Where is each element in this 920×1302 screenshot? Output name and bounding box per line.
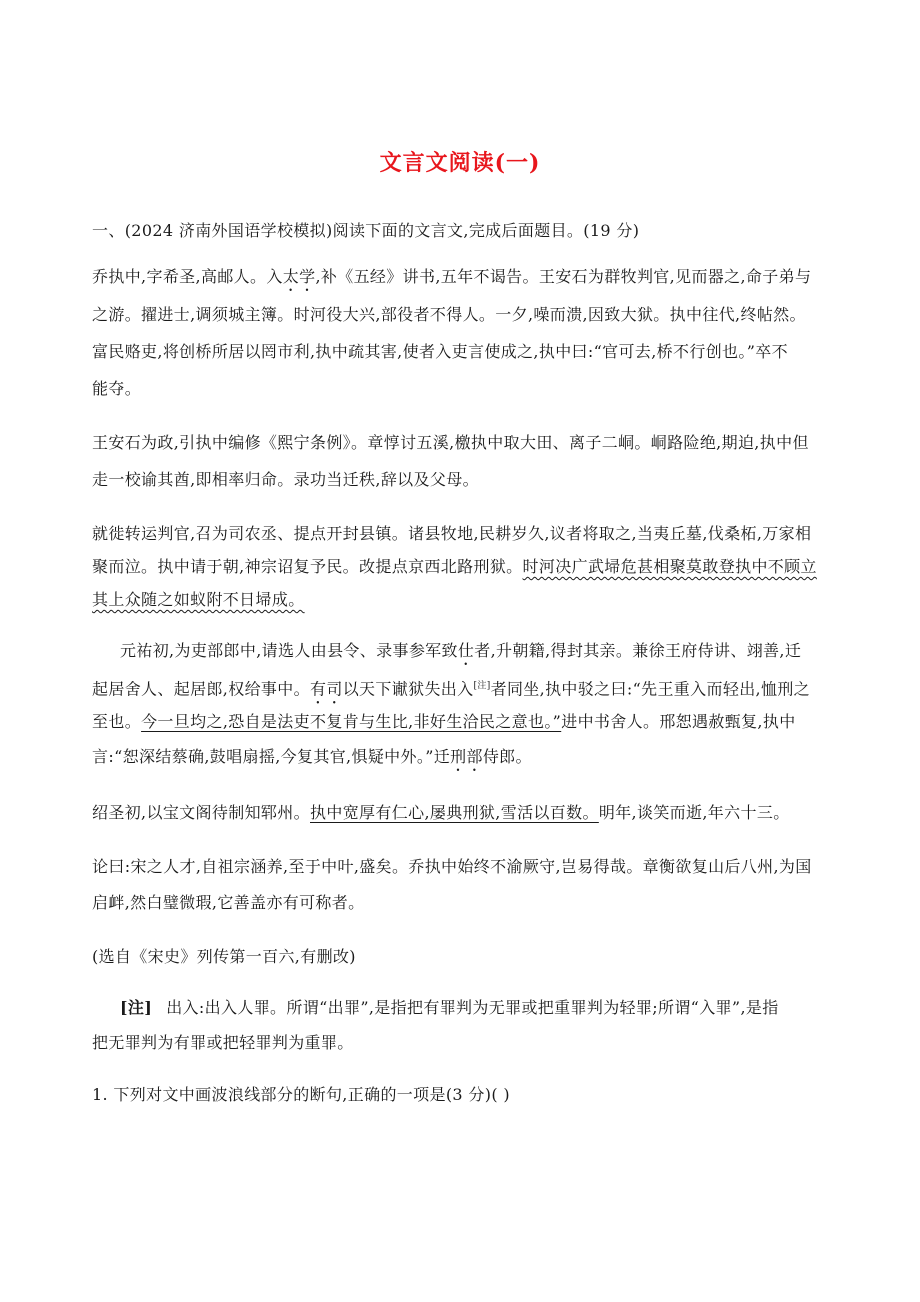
wavy-underlined-passage: 其上众随之如蚁附不日埽成。 — [92, 590, 305, 609]
p4-line-2 — [92, 675, 810, 707]
question-intro: 一、(2024 济南外国语学校模拟)阅读下面的文言文,完成后面题目。(19 分) — [92, 221, 640, 240]
p6-line-1: 论曰:宋之人才,自祖宗涵养,至于中叶,盛矣。乔执中始终不渝厥守,岂易得哉。章衡欲复山后八州,为国 — [92, 857, 812, 876]
text-span: ,补《五经》讲书,五年不谒告。王安石为群牧判官,见而器之,命子弟与 — [315, 267, 812, 286]
p3-line-1: 就徙转运判官,召为司农丞、提点开封县镇。诸县牧地,民耕岁久,议者将取之,当夷丘墓,伐桑柘,万家相 — [92, 524, 812, 543]
text-span: 聚而泣。执中请于朝,神宗诏复予民。改提点京西北路刑狱。 — [92, 557, 523, 576]
p4-line-3 — [92, 711, 796, 733]
text-span: 者同坐,执中驳之曰:“先王重入而轻出,恤刑之 — [490, 679, 811, 699]
p2-line-1: 王安石为政,引执中编修《熙宁条例》。章惇讨五溪,檄执中取大田、离子二峒。峒路险绝,期迫,执中但 — [92, 433, 809, 452]
text-span: 元祐初,为吏部郎中,请选人由县令、录事参军致 — [120, 641, 458, 660]
note-line-1 — [120, 997, 779, 1019]
emphasized-word: 有司 — [310, 679, 343, 699]
text-span: 言:“恕深结蔡确,鼓唱扇摇,今复其官,惧疑中外。”迁 — [92, 747, 451, 766]
text-span: 以天下谳狱失出入 — [342, 679, 474, 699]
wavy-underlined-passage: 时河决广武埽危甚相聚莫敢登执中不顾立 — [522, 557, 817, 576]
emphasized-word: 仕 — [457, 641, 475, 660]
p3-line-2 — [92, 556, 817, 578]
underlined-passage: 执中宽厚有仁心,屡典刑狱,雪活以百数。 — [310, 803, 599, 822]
note-line-2: 把无罪判为有罪或把轻罪判为重罪。 — [92, 1033, 354, 1052]
p1-line-3: 富民赂吏,将创桥所居以罔市利,执中疏其害,使者入吏言使成之,执中曰:“官可去,桥不行创也。”卒不 — [92, 342, 788, 361]
note-marker: [注] — [473, 681, 491, 691]
text-span: 侍郎。 — [482, 747, 532, 766]
p2-line-2: 走一校谕其酋,即相率归命。录功当迁秩,辞以及父母。 — [92, 470, 479, 489]
p4-line-4 — [92, 746, 532, 775]
text-span: 至也。 — [92, 712, 142, 731]
p5-line-1 — [92, 802, 790, 824]
text-span: 绍圣初,以宝文阁待制知郓州。 — [92, 803, 310, 822]
page-title: 文言文阅读(一) — [379, 150, 541, 176]
p3-line-3 — [92, 589, 305, 611]
emphasized-word: 太学 — [282, 267, 316, 286]
text-span: 乔执中,字希圣,高邮人。入 — [92, 267, 283, 286]
text-span: 明年,谈笑而逝,年六十三。 — [598, 803, 790, 822]
emphasized-word: 刑部 — [450, 747, 483, 766]
underlined-passage: 今一旦均之,恐自是法吏不复肯与生比,非好生洽民之意也。” — [141, 712, 562, 731]
p1-line-1 — [92, 266, 811, 295]
p6-line-2: 启衅,然白璧微瑕,它善盖亦有可称者。 — [92, 893, 365, 912]
text-span: 者,升朝籍,得封其亲。兼徐王府侍讲、翊善,迁 — [474, 641, 802, 660]
text-span: 进中书舍人。邢恕遇赦甄复,执中 — [561, 712, 796, 731]
p1-line-2: 之游。擢进士,调须城主簿。时河役大兴,部役者不得人。一夕,噪而溃,因致大狱。执中往代,终帖然。 — [92, 305, 806, 324]
note-label: [注] — [120, 998, 153, 1017]
p4-line-1 — [120, 640, 801, 669]
p1-line-4: 能夺。 — [92, 379, 142, 398]
source-citation: (选自《宋史》列传第一百六,有删改) — [92, 947, 356, 966]
text-span: 起居舍人、起居郎,权给事中。 — [92, 679, 310, 699]
text-span: 出入:出入人罪。所谓“出罪”,是指把有罪判为无罪或把重罪判为轻罪;所谓“入罪”,是指 — [166, 998, 779, 1017]
question-1: 1. 下列对文中画波浪线部分的断句,正确的一项是(3 分)( ) — [92, 1085, 510, 1104]
